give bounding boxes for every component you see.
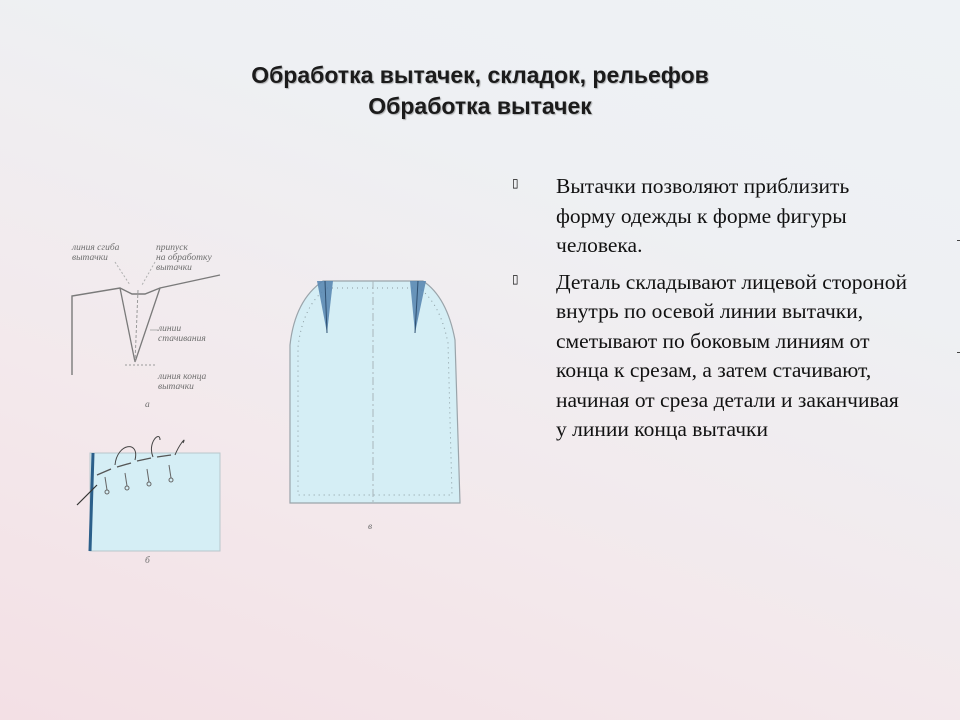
bullet-text: Деталь складывают лицевой стороной внутрь по осевой линии вытачки, сметывают по боковым линиям от конца к срезам, а затем стачивают, начиная от среза детали и заканчивая у линии конца вытачки xyxy=(556,269,907,441)
fabric-piece xyxy=(90,453,220,551)
label-seam-lines xyxy=(158,324,206,344)
leader-allowance xyxy=(142,262,155,285)
dart-left-leg xyxy=(120,288,135,362)
bullet-marker: ▯ xyxy=(512,176,519,190)
label-end-line-1: линия конца xyxy=(158,372,207,382)
label-fold-line-2: вытачки xyxy=(72,253,108,263)
label-seam-lines-2: стачивания xyxy=(158,334,206,344)
label-allowance-1: припуск xyxy=(156,243,188,253)
skirt-panel-diagram xyxy=(285,275,470,510)
caption-a: а xyxy=(145,400,150,410)
bullet-item xyxy=(512,172,912,261)
title-line-2: Обработка вытачек xyxy=(368,93,592,119)
label-allowance-2: на обработку xyxy=(156,253,212,263)
label-allowance-3: вытачки xyxy=(156,263,192,273)
label-end-line-2: вытачки xyxy=(158,382,194,392)
caption-b: б xyxy=(145,556,150,566)
dart-basting-diagram xyxy=(75,425,225,555)
slide-title xyxy=(0,60,960,122)
label-fold-line xyxy=(72,243,119,263)
dart-fold-axis xyxy=(135,290,138,362)
bullet-marker: ▯ xyxy=(512,271,519,286)
bullet-item xyxy=(512,268,912,445)
leader-fold-line xyxy=(115,262,130,285)
label-end-line xyxy=(158,372,206,392)
caption-v: в xyxy=(368,522,373,532)
skirt-panel xyxy=(290,281,460,503)
title-line-1: Обработка вытачек, складок, рельефов xyxy=(251,62,709,88)
label-allowance xyxy=(156,243,212,273)
dart-right-leg xyxy=(135,288,160,362)
bullet-text: Вытачки позволяют приблизить форму одежды к форме фигуры человека. xyxy=(556,174,850,257)
label-fold-line-1: линия сгиба xyxy=(72,243,120,253)
bullet-list xyxy=(512,172,912,452)
label-seam-lines-1: линии xyxy=(158,324,182,334)
